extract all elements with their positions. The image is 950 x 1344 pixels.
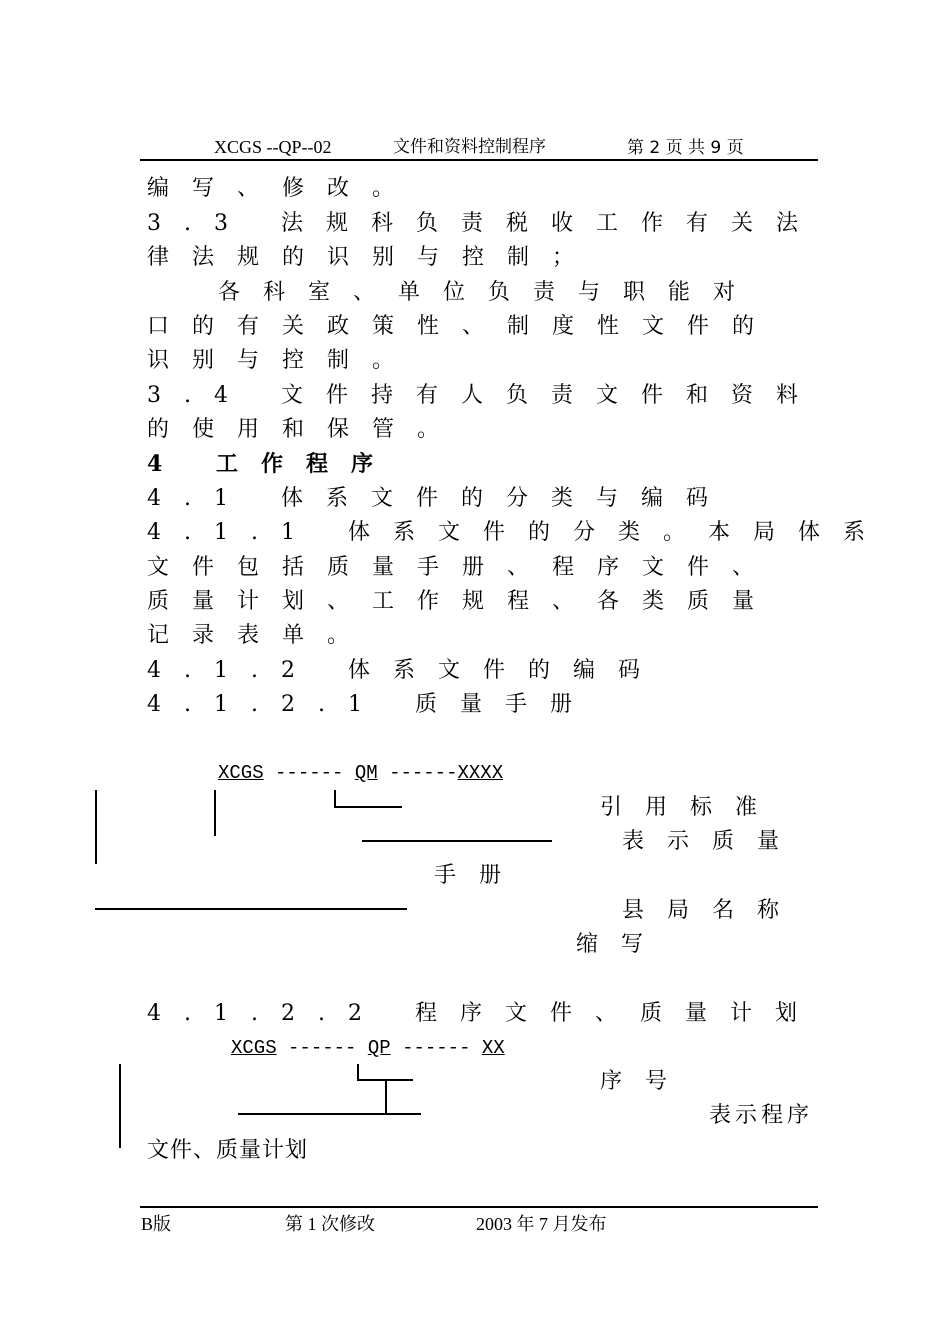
footer-rule <box>140 1206 818 1208</box>
section2-title: 4.1.2.2 程序文件、质量计划 <box>147 1001 820 1026</box>
code-type: QP <box>367 1037 391 1059</box>
label-seq: 序号 <box>600 1069 691 1094</box>
diagram1-bracket-inner <box>214 790 216 836</box>
body-line-7: 3.4 文件持有人负责文件和资料 <box>147 383 821 408</box>
body-line-1: 编写、修改。 <box>147 176 418 201</box>
section-heading: 4 工作程序 <box>147 451 396 477</box>
code-std: XXXX <box>457 762 504 784</box>
body-line-15: 4.1.2 体系文件的编码 <box>147 658 663 683</box>
label-county-b: 缩写 <box>576 932 667 957</box>
diagram1-county-line <box>95 908 407 910</box>
footer-edition: B版 <box>141 1214 172 1234</box>
label-manual-b: 手册 <box>434 863 525 888</box>
label-std: 引用标准 <box>600 795 781 820</box>
code-county: XCGS <box>218 762 264 784</box>
footer-release: 2003 年 7 月发布 <box>476 1214 607 1234</box>
body-line-2: 3.3 法规科负责税收工作有关法 <box>147 211 821 236</box>
diagram1-code <box>218 762 503 784</box>
body-line-12: 文件包括质量手册、程序文件、 <box>147 555 778 580</box>
body-line-13: 质量计划、工作规程、各类质量 <box>147 589 778 614</box>
code-dash-1: ------ <box>288 1037 357 1059</box>
diagram2-proc-tick <box>385 1079 387 1113</box>
code-dash-2: ------ <box>402 1037 471 1059</box>
body-line-4: 各科室、单位负责与职能对 <box>218 280 759 305</box>
body-line-5: 口的有关政策性、制度性文件的 <box>147 314 778 339</box>
body-line-11: 4.1.1 体系文件的分类。本局体系 <box>147 520 888 545</box>
label-manual-a: 表示质量 <box>622 829 803 854</box>
code-dash-1: ------ <box>275 762 344 784</box>
body-line-16: 4.1.2.1 质量手册 <box>147 692 595 717</box>
label-county-a: 县局名称 <box>622 898 803 923</box>
diagram1-manual-line <box>362 840 552 842</box>
diagram2-code <box>231 1037 505 1059</box>
body-line-8: 的使用和保管。 <box>147 417 463 442</box>
header-rule <box>140 159 818 161</box>
doc-title: 文件和资料控制程序 <box>393 137 546 157</box>
page-info: 第 2 页 共 9 页 <box>627 138 744 158</box>
doc-code: XCGS --QP--02 <box>214 137 332 157</box>
diagram2-proc-line <box>238 1113 421 1115</box>
label-proc-a: 表示程序 <box>709 1103 814 1128</box>
body-line-6: 识别与控制。 <box>147 348 418 373</box>
body-line-14: 记录表单。 <box>147 623 373 648</box>
code-seq: XX <box>481 1037 505 1059</box>
code-county: XCGS <box>231 1037 277 1059</box>
body-line-10: 4.1 体系文件的分类与编码 <box>147 486 731 511</box>
footer-revision: 第 1 次修改 <box>285 1214 375 1234</box>
diagram2-seq-tick <box>357 1064 359 1080</box>
diagram1-bracket-outer <box>95 790 97 864</box>
diagram1-std-line <box>334 806 402 808</box>
label-proc-b: 文件、质量计划 <box>147 1138 309 1163</box>
code-dash-2: ------ <box>389 762 458 784</box>
body-line-3: 律法规的识别与控制； <box>147 245 598 270</box>
code-type: QM <box>354 762 378 784</box>
diagram1-std-tick <box>334 790 336 807</box>
diagram2-bracket-outer <box>119 1064 121 1148</box>
